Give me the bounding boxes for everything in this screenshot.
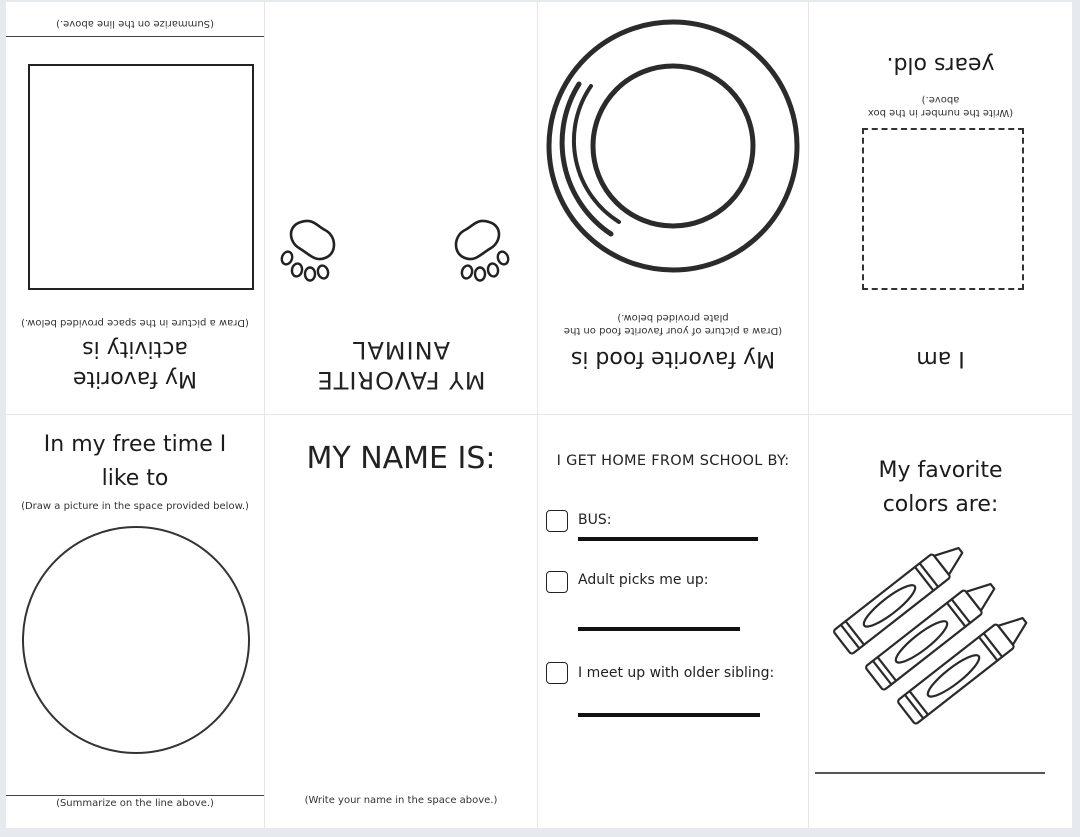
bus-checkbox[interactable]	[546, 510, 568, 532]
age-title-line1: I am	[916, 346, 965, 371]
paw-print-icon	[281, 216, 351, 282]
food-draw-instruction-line1: (Draw a picture of your favorite food on the	[563, 325, 783, 336]
older-sibling-answer-line[interactable]	[578, 713, 760, 717]
plate-icon[interactable]	[545, 18, 801, 274]
food-title: My favorite food is	[570, 346, 776, 371]
name-write-area[interactable]	[285, 495, 517, 785]
activity-title-line1: My favorite	[72, 366, 198, 391]
adult-pickup-answer-line[interactable]	[578, 627, 740, 631]
panel-favorite-activity	[6, 2, 264, 414]
colors-title-line1: My favorite	[878, 458, 1003, 483]
activity-title-line2: activity is	[82, 336, 188, 361]
animal-title-line2: ANIMAL	[352, 336, 450, 364]
activity-summary-line[interactable]	[6, 36, 264, 37]
panel-my-name	[265, 415, 537, 828]
animal-title-line1: MY FAVORITE	[316, 366, 486, 394]
food-draw-instruction-line2: plate provided below.)	[617, 312, 729, 323]
free-time-title-line1: In my free time I	[43, 432, 227, 457]
activity-summarize-instruction: (Summarize on the line above.)	[56, 18, 214, 29]
free-time-draw-instruction: (Draw a picture in the space provided below.)	[21, 501, 249, 512]
adult-pickup-label: Adult picks me up:	[578, 572, 709, 588]
crayons-icon	[829, 531, 1029, 721]
worksheet-page	[6, 2, 1072, 828]
name-instruction: (Write your name in the space above.)	[304, 795, 498, 806]
free-time-summary-line[interactable]	[6, 795, 264, 796]
colors-title-line2: colors are:	[882, 492, 999, 517]
age-box-instruction-line2: above.)	[921, 94, 960, 105]
bus-answer-line[interactable]	[578, 537, 758, 541]
name-title: MY NAME IS:	[306, 441, 496, 476]
adult-pickup-checkbox[interactable]	[546, 571, 568, 593]
older-sibling-checkbox[interactable]	[546, 662, 568, 684]
free-time-drawing-circle[interactable]	[22, 526, 250, 754]
panel-free-time	[6, 415, 264, 828]
school-title: I GET HOME FROM SCHOOL BY:	[556, 453, 790, 469]
older-sibling-label: I meet up with older sibling:	[578, 665, 775, 681]
free-time-title-line2: like to	[101, 466, 169, 491]
panel-favorite-animal	[265, 2, 537, 414]
paw-print-icon	[439, 216, 509, 282]
panel-favorite-food	[538, 2, 808, 414]
age-number-box[interactable]	[862, 128, 1024, 290]
panel-age	[809, 2, 1072, 414]
panel-favorite-colors	[809, 415, 1072, 828]
panel-home-from-school	[538, 415, 808, 828]
colors-answer-line[interactable]	[815, 772, 1045, 774]
activity-drawing-box[interactable]	[28, 64, 254, 290]
bus-label: BUS:	[578, 512, 612, 528]
activity-draw-instruction: (Draw a picture in the space provided below.)	[21, 317, 249, 328]
age-box-instruction-line1: (Write the number in the box	[867, 107, 1014, 118]
free-time-summarize-instruction: (Summarize on the line above.)	[56, 798, 214, 809]
age-title-line2: years old.	[886, 52, 995, 77]
